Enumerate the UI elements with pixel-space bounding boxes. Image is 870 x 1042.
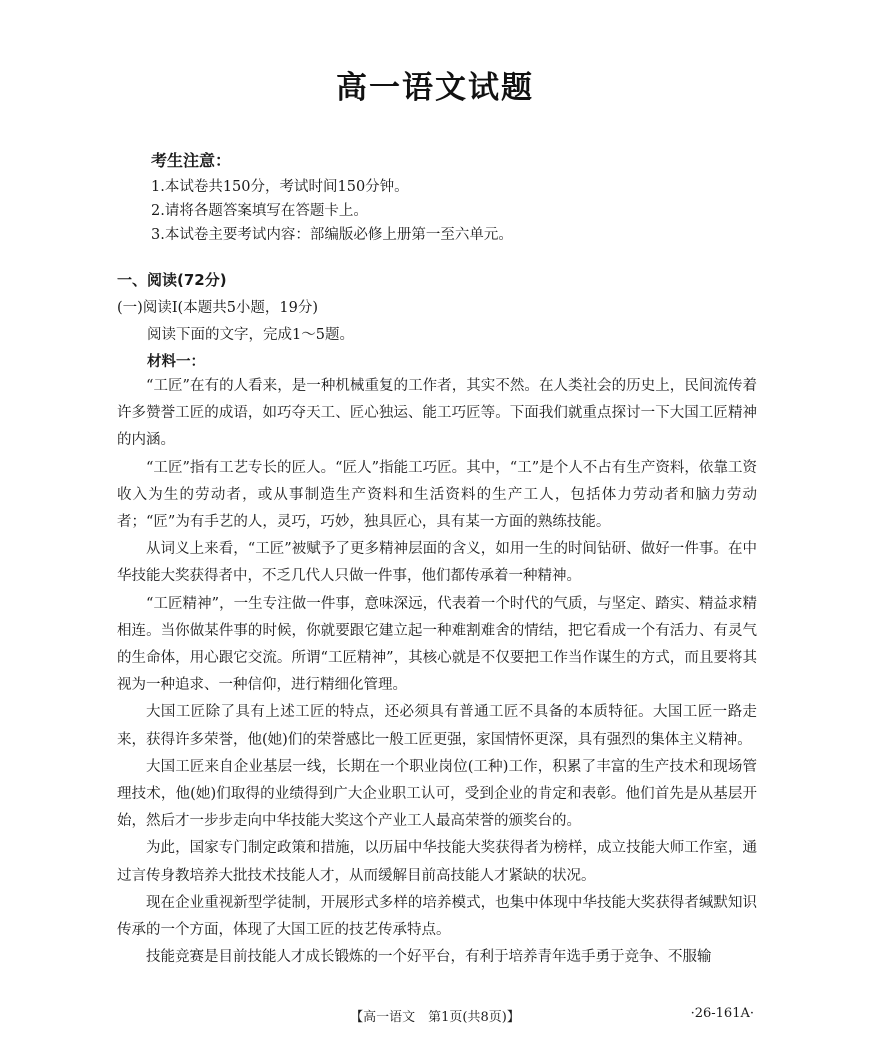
section-heading: 一、阅读(72分) xyxy=(117,271,227,289)
footer-exam-code: ·26-161A· xyxy=(690,1006,754,1021)
notice-item: 3.本试卷主要考试内容：部编版必修上册第一至六单元。 xyxy=(151,227,513,243)
passage-paragraph: 从词义上来看，“工匠”被赋予了更多精神层面的含义，如用一生的时间钻研、做好一件事。在中华技能大奖获得者中，不乏几代人只做一件事，他们都传承着一种精神。 xyxy=(117,541,757,585)
passage-paragraph: 现在企业重视新型学徒制，开展形式多样的培养模式，也集中体现中华技能大奖获得者缄默知识传承的一个方面，体现了大国工匠的技艺传承特点。 xyxy=(117,894,757,939)
page-title: 高一语文试题 xyxy=(336,70,534,106)
section-instruction: 阅读下面的文字，完成1～5题。 xyxy=(147,327,354,343)
passage-paragraph: 为此，国家专门制定政策和措施，以历届中华技能大奖获得者为榜样，成立技能大师工作室，通过言传身教培养大批技术技能人才，从而缓解目前高技能人才紧缺的状况。 xyxy=(117,840,757,884)
passage-paragraph: “工匠”指有工艺专长的匠人。“匠人”指能工巧匠。其中，“工”是个人不占有生产资料，依靠工资收入为生的劳动者，或从事制造生产资料和生活资料的生产工人，包括体力劳动者和脑力劳动者；“匠”为有手艺的人，灵巧，巧妙，独具匠心，具有某一方面的熟练技能。 xyxy=(117,459,757,531)
passage-paragraph: 大国工匠除了具有上述工匠的特点，还必须具有普通工匠不具备的本质特征。大国工匠一路走来，获得许多荣誉，他(她)们的荣誉感比一般工匠更强，家国情怀更深，具有强烈的集体主义精神。 xyxy=(117,704,757,748)
passage-paragraph: “工匠”在有的人看来，是一种机械重复的工作者，其实不然。在人类社会的历史上，民间流传着许多赞誉工匠的成语，如巧夺天工、匠心独运、能工巧匠等。下面我们就重点探讨一下大国工匠精神的内涵。 xyxy=(117,378,757,449)
passage-paragraph: 大国工匠来自企业基层一线，长期在一个职业岗位(工种)工作，积累了丰富的生产技术和现场管理技术，他(她)们取得的业绩得到广大企业职工认可，受到企业的肯定和表彰。他们首先是从基层开始，然后才一步步走向中华技能大奖这个产业工人最高荣誉的颁奖台的。 xyxy=(117,758,757,830)
passage-paragraph: 技能竞赛是目前技能人才成长锻炼的一个好平台，有利于培养青年选手勇于竞争、不服输 xyxy=(146,949,712,966)
passage-paragraph: “工匠精神”，一生专注做一件事，意味深远，代表着一个时代的气质，与坚定、踏实、精益求精相连。当你做某件事的时候，你就要跟它建立起一种难割难舍的情结，把它看成一个有活力、有灵气的生命体，用心跟它交流。所谓“工匠精神”，其核心就是不仅要把工作当作谋生的方式，而且要将其视为一种追求、一种信仰，进行精细化管理。 xyxy=(117,595,757,694)
notice-item: 1.本试卷共150分，考试时间150分钟。 xyxy=(151,179,409,195)
material-label: 材料一： xyxy=(147,354,205,370)
reading-passage xyxy=(117,373,757,971)
notice-heading: 考生注意： xyxy=(151,151,232,170)
section-subheading: (一)阅读Ⅰ(本题共5小题，19分) xyxy=(117,300,319,316)
footer-page-info: 【高一语文 第1页(共8页)】 xyxy=(350,1010,520,1025)
notice-item: 2.请将各题答案填写在答题卡上。 xyxy=(151,203,368,219)
